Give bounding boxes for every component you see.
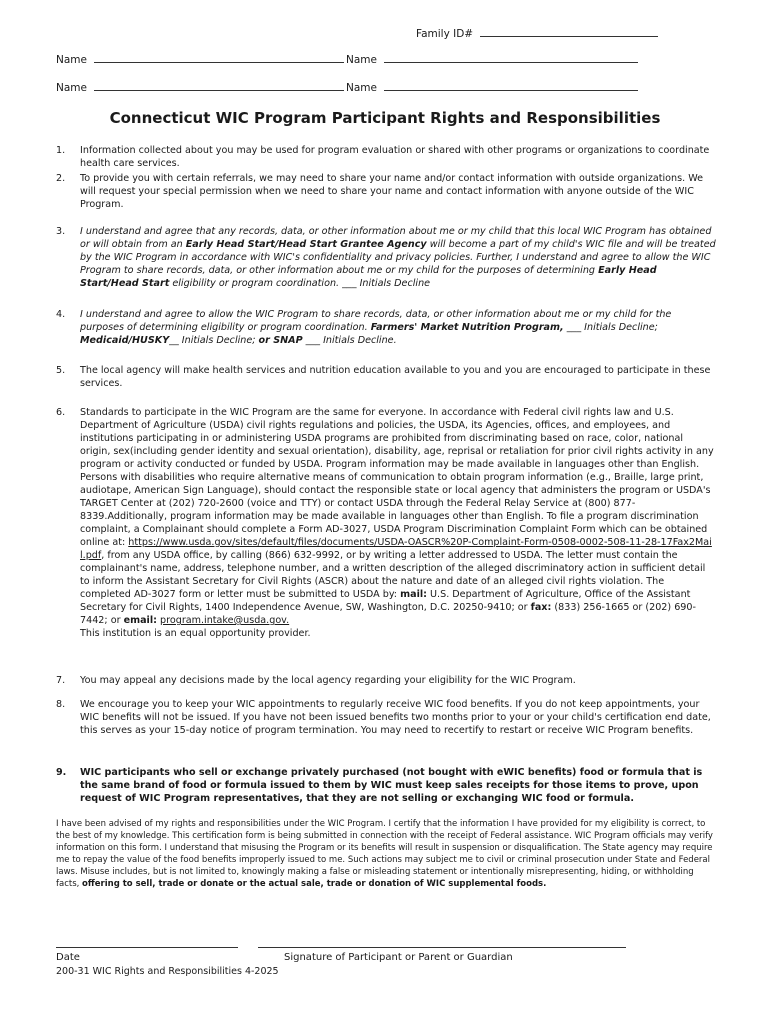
form-id: 200-31 WIC Rights and Responsibilities 4-2025 — [56, 966, 279, 977]
complaint-form-link[interactable]: https://www.usda.gov/sites/default/files/documents/USDA-OASCR%20P-Complaint-Form-0508-0002-508-11-28-17Fax2Mail.pdf — [80, 537, 712, 561]
item-number: 3. — [56, 226, 66, 237]
item-text-part: , from any USDA office, by calling (866) 632-9992, or by writing a letter addressed to USDA. The letter must contain the complainant's name, address, telephone number, and a written description of the alleged discriminatory action in sufficient detail to inform the Assistant Secretary for Civil Rights (ASCR) about the nature and date of an alleged civil rights violation. The completed AD-3027 form or letter must be submitted to USDA by: — [80, 550, 706, 600]
item-text — [80, 406, 716, 640]
item-number: 6. — [56, 407, 66, 418]
initials-decline[interactable]: ___ Initials Decline. — [302, 335, 397, 346]
item-text-part: Standards to participate in the WIC Program are the same for everyone. In accordance with Federal civil rights law and U.S. Department of Agriculture (USDA) civil rights regulations and policies, the USDA, its Agencies, offices, and employees, and institutions participating in or administering USDA programs are prohibited from discriminating based on race, color, national origin, sex(including gender identity and sexual orientation), disability, age, reprisal or retaliation for prior civil rights activity in any program or activity conducted or funded by USDA. Program information may be made available in languages other than English. Persons with disabilities who require alternative means of communication to obtain program information (e.g., Braille, large print, audiotape, American Sign Language), should contact the responsible state or local agency that administers the program or USDA's TARGET Center at (202) 720-2600 (voice and TTY) or contact USDA through the Federal Relay Service at (800) 877-8339.Additionally, program information may be made available in languages other than English. To file a program discrimination complaint, a Complainant should complete a Form AD-3027, USDA Program Discrimination Complaint Form which can be obtained online at: — [80, 407, 714, 548]
email-label: email: — [123, 615, 157, 626]
item-text — [80, 225, 716, 290]
fax-label: fax: — [530, 602, 552, 613]
item-number: 1. — [56, 145, 66, 156]
item-text-part: I understand and agree to allow the WIC Program to share records, data, or other information about me or my child for the purposes of determining eligibility or program coordination. — [80, 309, 672, 333]
item-text-part: U.S. Department of Agriculture, Office of the Assistant Secretary for Civil Rights, 1400 Independence Avenue, SW, Washington, D.C. 20250-9410; or — [80, 589, 691, 613]
name-field-4[interactable] — [346, 80, 638, 94]
item-text-bold: Early Head Start/Head Start — [80, 265, 657, 289]
item-text: WIC participants who sell or exchange privately purchased (not bought with eWIC benefits) food or formula that is the same brand of food or formula issued to them by WIC must keep sales receipts for those items to prove, upon request of WIC Program representatives, that they are not selling or exchanging WIC food or formula. — [80, 767, 703, 804]
date-label: Date — [56, 952, 80, 963]
certification-text: I have been advised of my rights and responsibilities under the WIC Program. I certify that the information I have provided for my eligibility is correct, to the best of my knowledge. This certification form is being submitted in connection with the receipt of Federal assistance. WIC Program officials may verify information on this form. I understand that misusing the Program or its benefits will result in suspension or disqualification. The State agency may require me to repay the value of the food benefits improperly issued to me. Such actions may subject me to civil or criminal prosecution under State and Federal laws. Misuse includes, but is not limited to, knowingly making a false or misleading statement or intentionally misrepresenting, hiding, or withholding facts, — [56, 819, 713, 889]
item-text: To provide you with certain referrals, we may need to share your name and/or contact information with outside organizations. We will request your special permission when we need to share your name and contact information with anyone outside of the WIC Program. — [80, 173, 704, 210]
item-text-part: I understand and agree that any records, data, or other information about me or my child that this local WIC Program has obtained or will obtain from an — [80, 226, 712, 250]
signature-line[interactable] — [258, 947, 626, 948]
certification-statement — [56, 818, 716, 890]
name-line — [94, 80, 344, 91]
equal-opportunity-text: This institution is an equal opportunity provider. — [80, 628, 311, 639]
list-item-2 — [56, 172, 716, 211]
signature-label: Signature of Participant or Parent or Guardian — [284, 952, 513, 963]
mail-label: mail: — [400, 589, 427, 600]
item-number: 4. — [56, 309, 66, 320]
item-number: 2. — [56, 173, 66, 184]
initials-decline[interactable]: __ Initials Decline; — [169, 335, 259, 346]
item-text: You may appeal any decisions made by the local agency regarding your eligibility for the WIC Program. — [80, 675, 576, 686]
initials-decline[interactable]: ___ Initials Decline; — [563, 322, 658, 333]
name-label: Name — [56, 82, 87, 94]
item-text-bold: Medicaid/HUSKY — [80, 335, 170, 346]
list-item-4 — [56, 308, 716, 347]
name-line — [94, 52, 344, 63]
item-text: We encourage you to keep your WIC appointments to regularly receive WIC food benefits. If you do not keep appointments, your WIC benefits will not be issued. If you have not been issued benefits two months prior to your or your child's certification end date, this serves as your 15-day notice of program termination. You may need to recertify to restart or receive WIC Program benefits. — [80, 699, 711, 736]
item-number: 9. — [56, 767, 67, 778]
item-text-bold: or SNAP — [258, 335, 303, 346]
list-item-1 — [56, 144, 716, 170]
item-text-bold: Early Head Start/Head Start Grantee Agency — [185, 239, 427, 250]
item-number: 8. — [56, 699, 66, 710]
family-id-label: Family ID# — [416, 28, 474, 40]
certification-bold-text: offering to sell, trade or donate or the actual sale, trade or donation of WIC supplemental foods. — [82, 879, 547, 889]
list-item-5 — [56, 364, 716, 390]
name-label: Name — [56, 54, 87, 66]
item-text — [80, 308, 716, 347]
date-line[interactable] — [56, 947, 238, 948]
name-field-1[interactable] — [56, 52, 344, 66]
name-field-2[interactable] — [346, 52, 638, 66]
initials-decline[interactable]: eligibility or program coordination. ___ Initials Decline — [169, 278, 431, 289]
item-text: Information collected about you may be used for program evaluation or shared with other programs or organizations to coordinate health care services. — [80, 145, 710, 169]
name-label: Name — [346, 82, 377, 94]
item-text: The local agency will make health services and nutrition education available to you and you are encouraged to participate in these services. — [80, 365, 711, 389]
family-id-line — [480, 26, 658, 37]
list-item-7 — [56, 674, 716, 687]
family-id-field[interactable] — [416, 26, 658, 40]
item-text-part: will become a part of my child's WIC file and will be treated by the WIC Program in accordance with WIC's confidentiality and privacy policies. Further, I understand and agree to allow the WIC Program to share records, data, or other information about me or my child for the purposes of determining — [80, 239, 716, 276]
name-line — [384, 80, 638, 91]
email-link[interactable]: program.intake@usda.gov. — [160, 615, 290, 626]
item-text-part: (833) 256-1665 or (202) 690-7442; or — [80, 602, 696, 626]
list-item-6 — [56, 406, 716, 640]
item-number: 5. — [56, 365, 66, 376]
name-line — [384, 52, 638, 63]
list-item-3 — [56, 225, 716, 290]
name-label: Name — [346, 54, 377, 66]
list-item-8 — [56, 698, 716, 737]
item-number: 7. — [56, 675, 66, 686]
list-item-9 — [56, 766, 716, 805]
item-text-bold: Farmers' Market Nutrition Program, — [370, 322, 564, 333]
document-title: Connecticut WIC Program Participant Rights and Responsibilities — [109, 109, 661, 127]
name-field-3[interactable] — [56, 80, 344, 94]
